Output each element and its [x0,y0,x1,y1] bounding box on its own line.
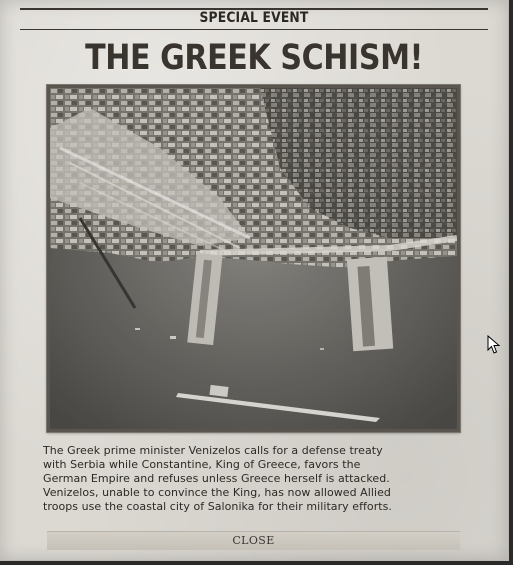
description-line: with Serbia while Constantine, King of Greece, favors the [43,458,361,471]
event-title: THE GREEK SCHISM! [85,38,423,78]
close-button[interactable]: CLOSE [47,531,460,550]
description-line: German Empire and refuses unless Greece herself is attacked. [43,472,390,485]
description-line: troops use the coastal city of Salonika for their military efforts. [43,500,392,513]
event-description [43,444,473,514]
description-line: The Greek prime minister Venizelos calls for a defense treaty [43,444,383,457]
description-line: Venizelos, unable to convince the King, has now allowed Allied [43,486,391,499]
event-header: SPECIAL EVENT [199,10,309,26]
header-rule [20,29,488,30]
aerial-harbor-photo [50,88,457,429]
arrow-cursor-icon [487,335,501,355]
photo-frame [47,85,460,432]
